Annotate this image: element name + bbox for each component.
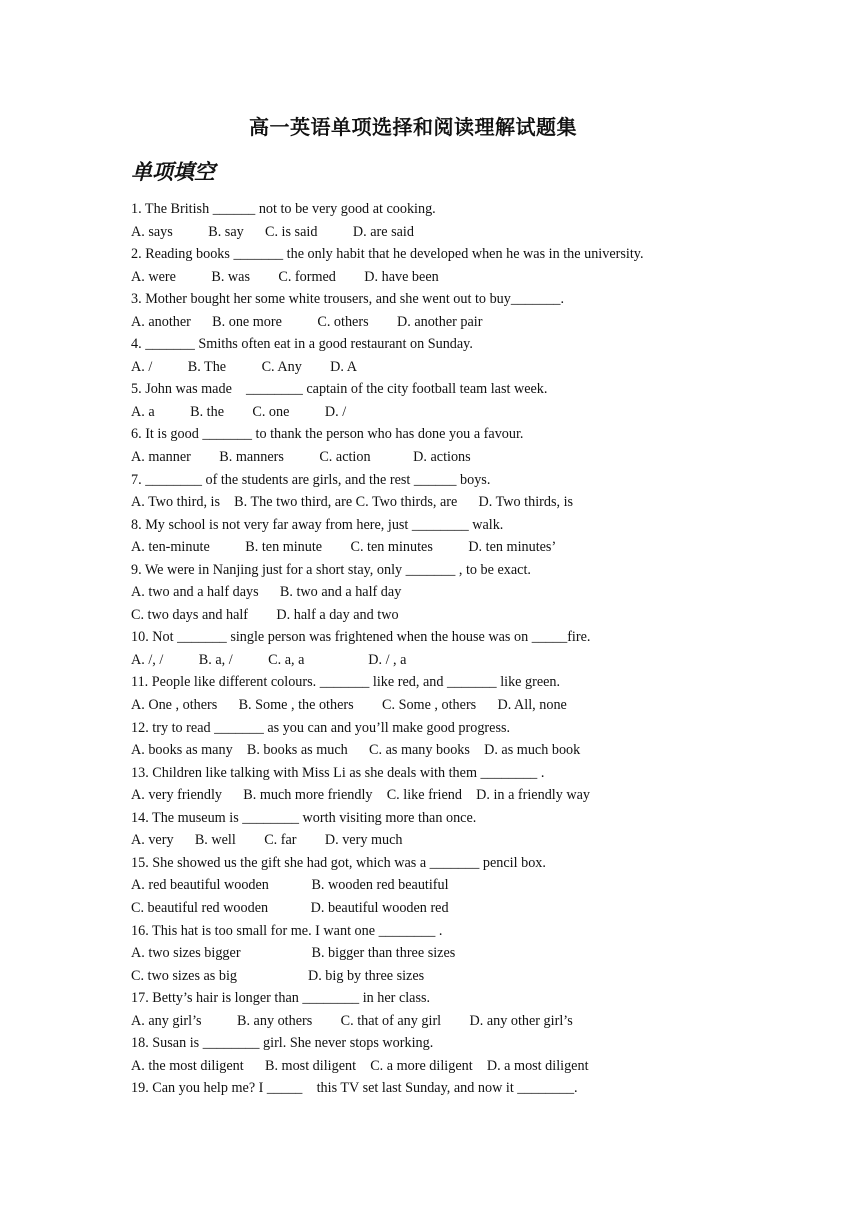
- text-line: 7. ________ of the students are girls, and the rest ______ boys.: [131, 471, 491, 488]
- text-line: C. two sizes as big D. big by three sizes: [131, 967, 425, 984]
- document-title: 高一英语单项选择和阅读理解试题集: [249, 115, 577, 139]
- text-line: A. One , others B. Some , the others C. Some , others D. All, none: [131, 697, 567, 714]
- text-line: A. two sizes bigger B. bigger than three sizes: [131, 945, 456, 962]
- text-line: A. any girl’s B. any others C. that of any girl D. any other girl’s: [131, 1012, 573, 1029]
- text-line: 11. People like different colours. _______ like red, and _______ like green.: [131, 674, 561, 691]
- text-line: A. another B. one more C. others D. another pair: [131, 313, 483, 330]
- text-line: 17. Betty’s hair is longer than ________ in her class.: [131, 990, 431, 1007]
- text-line: 10. Not _______ single person was frightened when the house was on _____fire.: [131, 629, 591, 646]
- text-line: 5. John was made ________ captain of the city football team last week.: [131, 381, 548, 398]
- text-line: A. Two third, is B. The two third, are C. Two thirds, are D. Two thirds, is: [131, 494, 574, 511]
- text-line: A. books as many B. books as much C. as many books D. as much book: [131, 742, 581, 759]
- text-line: A. says B. say C. is said D. are said: [131, 223, 414, 240]
- text-line: A. red beautiful wooden B. wooden red beautiful: [131, 877, 449, 894]
- text-line: A. were B. was C. formed D. have been: [131, 268, 439, 285]
- text-line: A. ten-minute B. ten minute C. ten minutes D. ten minutes’: [131, 539, 557, 556]
- text-line: 18. Susan is ________ girl. She never stops working.: [131, 1035, 434, 1052]
- section-heading: 单项填空: [131, 159, 215, 184]
- text-line: A. two and a half days B. two and a half day: [131, 584, 402, 601]
- text-line: 2. Reading books _______ the only habit that he developed when he was in the university.: [131, 246, 644, 263]
- text-line: A. /, / B. a, / C. a, a D. / , a: [131, 651, 407, 668]
- text-line: 19. Can you help me? I _____ this TV set last Sunday, and now it ________.: [131, 1080, 578, 1097]
- text-line: A. very B. well C. far D. very much: [131, 832, 403, 849]
- text-line: 4. _______ Smiths often eat in a good restaurant on Sunday.: [131, 336, 473, 353]
- text-line: 3. Mother bought her some white trousers, and she went out to buy_______.: [131, 291, 565, 308]
- text-line: 6. It is good _______ to thank the person who has done you a favour.: [131, 426, 524, 443]
- text-line: 8. My school is not very far away from here, just ________ walk.: [131, 516, 504, 533]
- text-line: A. the most diligent B. most diligent C. a more diligent D. a most diligent: [131, 1057, 589, 1074]
- text-line: C. two days and half D. half a day and two: [131, 606, 399, 623]
- text-line: 16. This hat is too small for me. I want one ________ .: [131, 922, 443, 939]
- text-line: 14. The museum is ________ worth visiting more than once.: [131, 809, 477, 826]
- text-line: 13. Children like talking with Miss Li as she deals with them ________ .: [131, 764, 545, 781]
- question-list: [131, 198, 771, 1100]
- text-line: 15. She showed us the gift she had got, which was a _______ pencil box.: [131, 854, 546, 871]
- text-line: 9. We were in Nanjing just for a short stay, only _______ , to be exact.: [131, 561, 531, 578]
- text-line: A. manner B. manners C. action D. actions: [131, 449, 471, 466]
- text-line: C. beautiful red wooden D. beautiful wooden red: [131, 899, 449, 916]
- text-line: 1. The British ______ not to be very good at cooking.: [131, 201, 436, 217]
- text-line: A. a B. the C. one D. /: [131, 403, 347, 420]
- text-line: A. very friendly B. much more friendly C. like friend D. in a friendly way: [131, 787, 591, 804]
- text-line: A. / B. The C. Any D. A: [131, 358, 357, 375]
- text-line: 12. try to read _______ as you can and you’ll make good progress.: [131, 719, 511, 736]
